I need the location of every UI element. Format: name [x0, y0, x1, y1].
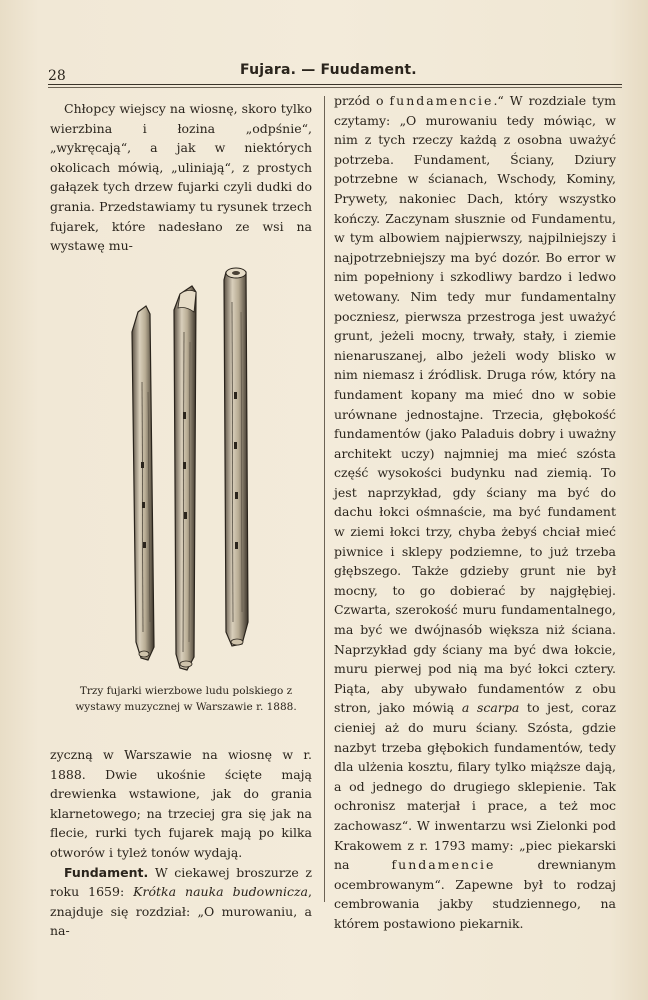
- entry-heading-fundament: Fundament.: [64, 864, 149, 880]
- left-column-bottom: [50, 745, 312, 941]
- flute-middle-drawing: [174, 286, 196, 670]
- spaced-word-fundamencie-1: fundamencie: [389, 93, 494, 108]
- paragraph-fundament-quote: [334, 91, 616, 934]
- quote-text-a: przód o: [334, 93, 390, 108]
- right-column: [334, 91, 616, 934]
- fundament-text-b: , znajduje się rozdział: „O murowaniu, a na-: [50, 884, 312, 939]
- paragraph-fujara-continued: zyczną w Warszawie na wiosnę w r. 1888. Dwie ukośnie ścięte mają drewienka wstawione, jak do grania klarnetowego; na trzeciej gra się jak na flecie, rurki tych fujarek mają po kilka otworów i tyleż tonów wydają.: [50, 747, 312, 860]
- quote-text-b: .“ W rozdziale tym czytamy: „O murowaniu tedy mówiąc, w nim z tych rzeczy każdą z osobna uważyć potrzeba. Fundament, Ściany, Dziury potrzebne w ścianach, Wschody, Kominy, Prywety, nakoniec Dach, który wszystko kończy. Zaczynam słusznie od Fundamentu, w tym albowiem najpierwszy, najpilniejszy i najpotrzebniejszy ma być dozór. Bo error w nim popełniony i szkodliwy bardzo i ledwo wetowany. Nim tedy mur fundamentalny poczniesz, pierwsza przestroga jest uważyć grunt, jeżeli mocny, trwały, stały, i ziemie nienaruszanej, albo jeżeli wody blisko w nim niemasz i źródlisk. Druga rów, który na fundament kopany ma mieć dno w sobie urównane jednostajne. Trzecia, głębokość fundamentów (jako Paladuis dobry i uważny architekt uczy) najmniej ma mieć szósta część wysokości budynku nad ziemią. To jest naprzykład, gdy ściany ma być do dachu łokci ośmnaście, ma być fundament w ziemi łokci trzy, chyba żebyś chciał mieć piwnice i sklepy podziemne, to już trzeba głębszego. Także gdzieby grunt nie był mocny, to go dobierać by najgłębiej. Czwarta, szerokość muru fundamentalnego, ma być we dwójnasób większa niż ściana. Naprzykład gdy ściany ma być dwa łokcie, muru pierwej pod nią ma być łokci cztery. Piąta, aby ubywało fundamentów z obu stron, jako mówią: [334, 93, 616, 716]
- header-rule: [48, 84, 622, 85]
- paragraph-fundament-intro: [50, 863, 312, 941]
- quote-text-d: drewnianym ocembrowanym“. Zapewne był to rodzaj cembrowania jakby studziennego, na którem postawiono piekarnik.: [334, 857, 616, 931]
- fundament-text-a: W ciekawej broszurze z roku 1659:: [50, 864, 312, 900]
- page-header: [48, 60, 622, 86]
- figure-three-flutes: [108, 262, 268, 672]
- page-number: 28: [48, 68, 66, 84]
- column-rule: [324, 96, 325, 902]
- header-rule-secondary: [48, 87, 622, 88]
- flute-left-drawing: [132, 306, 154, 660]
- book-title: Krótka nauka budownicza: [133, 884, 308, 900]
- figure-caption: Trzy fujarki wierzbowe ludu polskiego z wystawy muzycznej w Warszawie r. 1888.: [75, 685, 297, 713]
- quote-text-c: to jest, coraz cieniej aż do muru ściany. Szósta, gdzie nazbyt trzeba głębokich fundamentów, tedy dla ulżenia kosztu, filary tylko miąższe dają, a od jednego do drugiego sklepienie. Tak ochronisz materjał i prace, a też moc zachowasz“. W inwentarzu wsi Zielonki pod Krakowem z r. 1793 mamy: „piec piekarski na: [334, 700, 616, 873]
- running-head: Fujara. — Fuudament.: [240, 62, 417, 78]
- flute-right-drawing: [224, 268, 248, 646]
- paragraph-fujara-intro: Chłopcy wiejscy na wiosnę, skoro tylko wierzbina i łozina „odpśnie“, „wykręcają“, a jak w niektórych okolicach mówią, „uliniają“, z prostych gałązek tych drzew fujarki czyli dudki do grania. Przedstawiamy tu rysunek trzech fujarek, które nadesłano ze wsi na wystawę mu-: [50, 101, 312, 254]
- italic-a-scarpa: a scarpa: [461, 700, 520, 716]
- left-column-top: [50, 99, 312, 256]
- spaced-word-fundamencie-2: fundamencie: [391, 857, 496, 873]
